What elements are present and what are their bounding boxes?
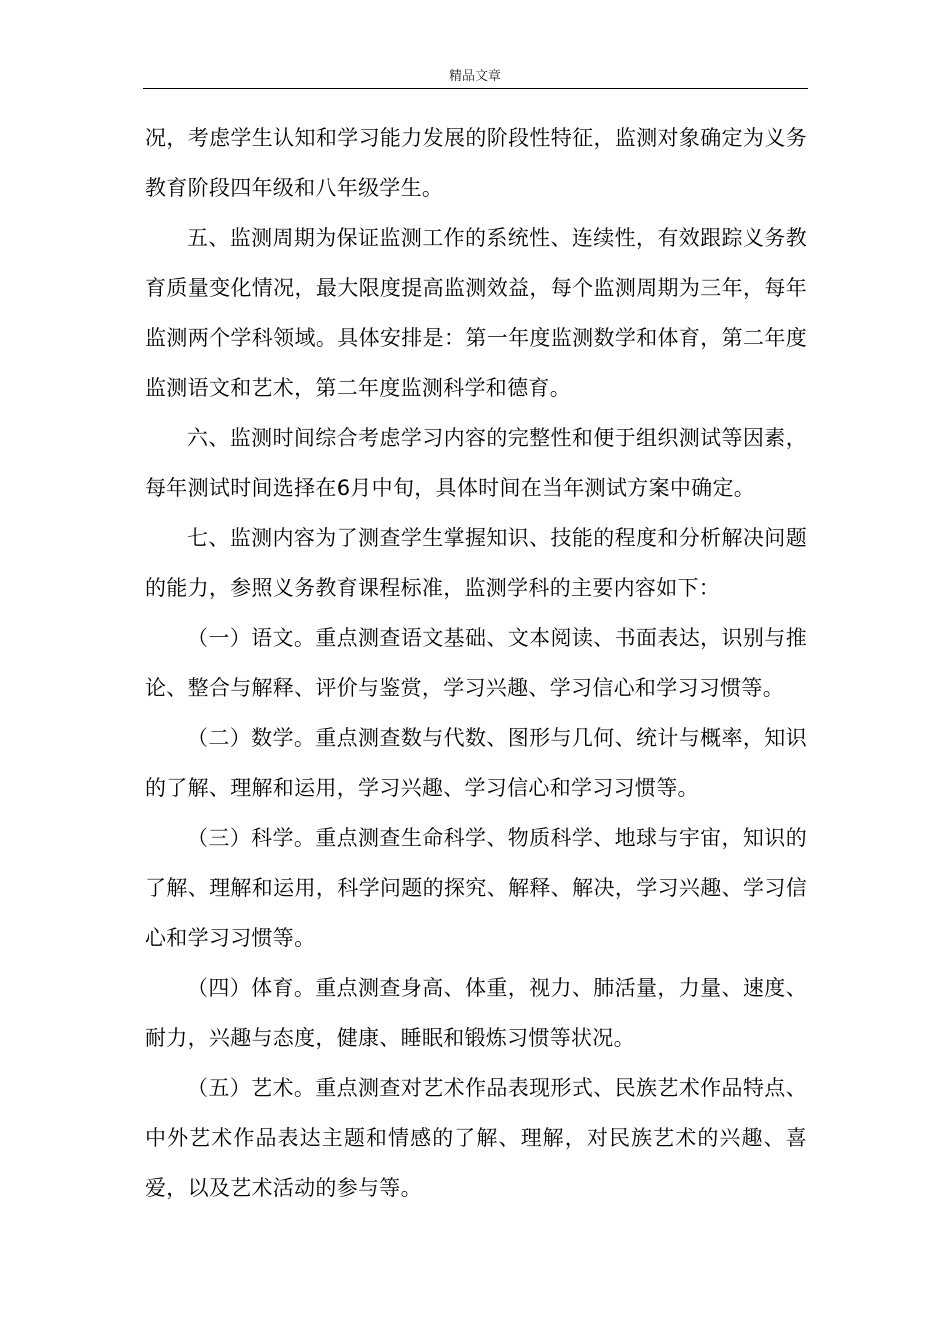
paragraph-item-math: （二）数学。重点测查数与代数、图形与几何、统计与概率，知识的了解、理解和运用，学习兴趣、学习信心和学习习惯等。 [145, 726, 807, 800]
paragraph-item-pe: （四）体育。重点测查身高、体重，视力、肺活量，力量、速度、耐力，兴趣与态度，健康、睡眠和锻炼习惯等状况。 [145, 976, 807, 1050]
paragraph-continuation: 况，考虑学生认知和学习能力发展的阶段性特征，监测对象确定为义务教育阶段四年级和八年级学生。 [145, 126, 807, 200]
header-divider [143, 88, 808, 89]
paragraph-section-7: 七、监测内容为了测查学生掌握知识、技能的程度和分析解决问题的能力，参照义务教育课程标准，监测学科的主要内容如下： [145, 526, 807, 600]
paragraph-section-5: 五、监测周期为保证监测工作的系统性、连续性，有效跟踪义务教育质量变化情况，最大限度提高监测效益，每个监测周期为三年，每年监测两个学科领域。具体安排是：第一年度监测数学和体育，第二年度监测语文和艺术，第二年度监测科学和德育。 [145, 226, 807, 400]
paragraph-item-art: （五）艺术。重点测查对艺术作品表现形式、民族艺术作品特点、中外艺术作品表达主题和情感的了解、理解，对民族艺术的兴趣、喜爱，以及艺术活动的参与等。 [145, 1076, 807, 1200]
paragraph-section-6: 六、监测时间综合考虑学习内容的完整性和便于组织测试等因素，每年测试时间选择在6月中旬，具体时间在当年测试方案中确定。 [145, 426, 807, 500]
page-header-title: 精品文章 [448, 69, 501, 84]
document-body [145, 113, 807, 1213]
paragraph-item-chinese: （一）语文。重点测查语文基础、文本阅读、书面表达，识别与推论、整合与解释、评价与鉴赏，学习兴趣、学习信心和学习习惯等。 [145, 626, 807, 700]
paragraph-item-science: （三）科学。重点测查生命科学、物质科学、地球与宇宙，知识的了解、理解和运用，科学问题的探究、解释、解决，学习兴趣、学习信心和学习习惯等。 [145, 826, 807, 950]
